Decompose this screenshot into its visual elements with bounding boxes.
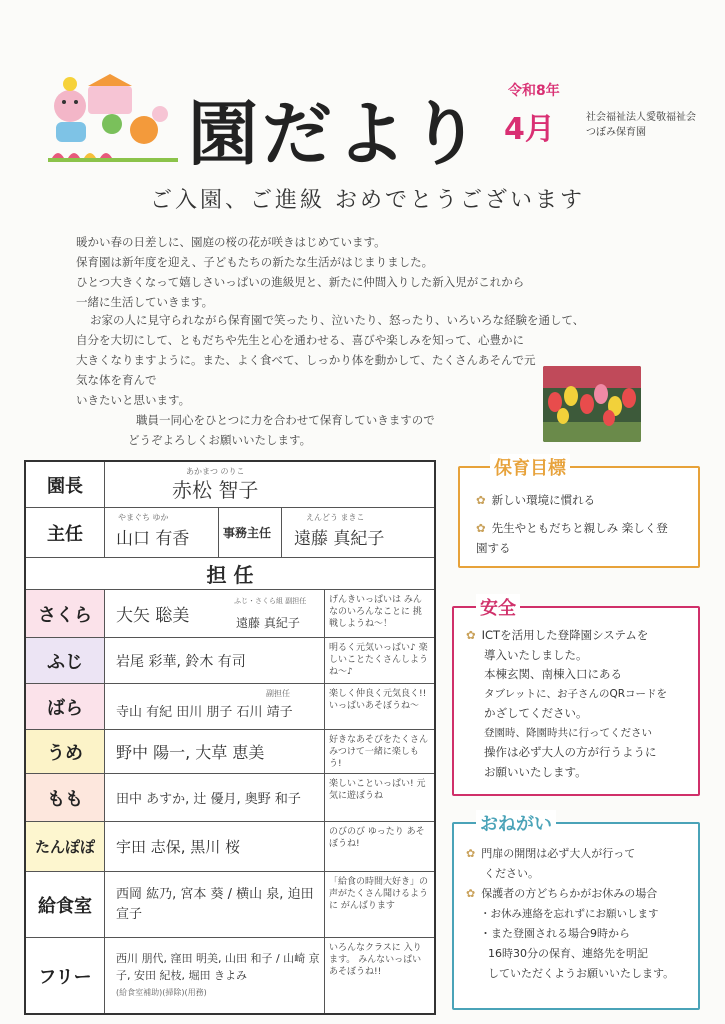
class-note: 「給食の時間大好き」の声がたくさん聞けるように がんばります <box>324 872 434 937</box>
class-row-fuji <box>26 638 434 684</box>
homeroom-heading: 担 任 <box>26 558 434 590</box>
free-teachers: 西川 朋代, 窪田 明美, 山田 和子 / 山崎 京子, 安田 紀枝, 堀田 きよみ <box>116 952 320 982</box>
request-line: ください。 <box>484 867 539 880</box>
goal-item <box>476 490 595 510</box>
office-ruby: えんどう まきこ <box>306 513 365 522</box>
request-line: ・また登園される場合9時から <box>480 927 630 940</box>
requests-text <box>466 844 698 984</box>
class-label: もも <box>26 774 105 821</box>
greeting-line: 暖かい春の日差しに、園庭の桜の花が咲きはじめています。 <box>76 235 386 249</box>
class-note: いろんなクラスに 入ります。 みんないっぱい あそぼうね!! <box>324 938 434 1013</box>
goal-text: 先生やともだちと親しみ 楽しく登園する <box>476 521 668 555</box>
class-label: 給食室 <box>26 872 105 937</box>
goals-box <box>458 458 700 568</box>
class-label: うめ <box>26 730 105 773</box>
flower-icon: ✿ <box>466 887 476 900</box>
class-teachers: 岩尾 彩華, 鈴木 有司 <box>116 653 246 670</box>
class-sub-role: 副担任 <box>266 689 290 698</box>
request-line-text: 門扉の開閉は必ず大人が行って <box>481 847 636 860</box>
class-note: 明るく元気いっぱい♪ 楽しいことたくさんしようね〜♪ <box>324 638 434 683</box>
class-row-tanpopo <box>26 822 434 872</box>
request-line: ・お休み連絡を忘れずにお願いします <box>480 908 659 920</box>
flower-icon: ✿ <box>466 847 476 860</box>
kids-illustration-icon <box>48 72 178 164</box>
safety-line: 登園時、降園時共に行ってください <box>484 726 652 739</box>
class-teachers: 野中 陽一, 大草 恵美 <box>116 743 265 762</box>
greeting-line: 職員一同心をひとつに力を合わせて保育していきますので <box>136 413 435 427</box>
requests-heading: おねがい <box>476 810 556 836</box>
safety-text <box>466 626 696 782</box>
org-name: 社会福祉法人愛敬福祉会 <box>586 112 696 123</box>
class-teachers: 大矢 聡美 <box>116 606 190 626</box>
tulip-photo-icon <box>543 366 641 442</box>
class-row-sakura <box>26 590 434 638</box>
class-row-bara <box>26 684 434 730</box>
class-row-kitchen <box>26 872 434 938</box>
safety-line: 導入いたしました。 <box>484 647 588 662</box>
issue-month: 4月 <box>504 112 555 147</box>
page-title: 園だより <box>188 92 484 175</box>
chief-ruby: やまぐち ゆか <box>118 513 169 522</box>
class-row-free <box>26 938 434 1013</box>
requests-box <box>452 814 700 1010</box>
class-label: ばら <box>26 684 105 729</box>
goals-heading: 保育目標 <box>490 454 570 480</box>
greeting-line: 保育園は新年度を迎え、子どもたちの新たな生活がはじまりました。 <box>76 255 434 269</box>
class-sub-role: (給食室補助)(掃除)(用務) <box>116 988 207 997</box>
safety-line: 操作は必ず大人の方が行うように <box>484 745 657 759</box>
safety-heading: 安全 <box>476 594 520 620</box>
greeting-line: 一緒に生活していきます。 <box>76 295 214 309</box>
class-note: 楽しいこといっぱい! 元気に遊ぼうね <box>324 774 434 821</box>
office-label: 事務主任 <box>218 508 282 557</box>
greeting-line: どうぞよろしくお願いいたします。 <box>128 433 312 447</box>
request-line <box>466 844 698 864</box>
class-row-ume <box>26 730 434 774</box>
request-line-text: 保護者の方どちらかがお休みの場合 <box>481 887 658 900</box>
flower-icon: ✿ <box>476 521 486 535</box>
class-teachers <box>110 938 320 1013</box>
office-name: 遠藤 真紀子 <box>294 529 385 549</box>
class-label: ふじ <box>26 638 105 683</box>
flower-icon: ✿ <box>466 628 476 642</box>
issue-era: 令和8年 <box>508 83 560 99</box>
safety-line <box>466 626 696 646</box>
safety-line: かざしてください。 <box>484 706 588 720</box>
class-note: 好きなあそびをたくさん みつけて一緒に楽しもう! <box>324 730 434 773</box>
request-line <box>466 884 698 904</box>
class-note: げんきいっぱいは みんなのいろんなことに 挑戦しようね〜！ <box>324 590 434 637</box>
greeting-line: 大きくなりますように。また、よく食べて、しっかり体を動かして、たくさんあそんで元気な体を育んで <box>76 353 536 387</box>
staff-table <box>24 460 436 1015</box>
school-name: つぼみ保育園 <box>586 127 646 138</box>
safety-box <box>452 598 700 796</box>
request-line: していただくようお願いいたします。 <box>488 967 675 980</box>
principal-name: 赤松 智子 <box>172 478 259 502</box>
chief-label: 主任 <box>26 508 105 557</box>
class-label: さくら <box>26 590 105 637</box>
class-subteacher: 遠藤 真紀子 <box>236 616 300 630</box>
class-teachers: 田中 あすか, 辻 優月, 奥野 和子 <box>116 792 301 807</box>
class-label: フリー <box>26 938 105 1013</box>
chief-name: 山口 有香 <box>116 529 190 549</box>
class-row-momo <box>26 774 434 822</box>
table-row <box>26 508 434 558</box>
safety-line: タブレットに、お子さんのQRコードを <box>484 687 668 700</box>
greeting-line: 自分を大切にして、ともだちや先生と心を通わせる、喜びや楽しみを知って、心豊かに <box>76 333 525 347</box>
greeting-headline: ご入園、ご進級 おめでとうございます <box>150 188 585 213</box>
greeting-line: お家の人に見守られながら保育園で笑ったり、泣いたり、怒ったり、いろいろな経験を通して、 <box>90 313 585 327</box>
goal-item <box>476 518 676 558</box>
organization <box>586 110 696 140</box>
greeting-paragraph-1 <box>76 232 646 312</box>
class-label: たんぽぽ <box>26 822 105 871</box>
principal-label: 園長 <box>26 462 105 507</box>
class-note: 楽しく仲良く元気良く!! いっぱいあそぼうね〜 <box>324 684 434 729</box>
principal-ruby: あかまつ のりこ <box>186 467 245 476</box>
safety-line: 本棟玄関、南棟入口にある <box>484 667 622 681</box>
greeting-line: いきたいと思います。 <box>76 393 191 407</box>
class-teachers: 宇田 志保, 黒川 桜 <box>116 838 241 856</box>
safety-line: お願いいたします。 <box>484 764 587 779</box>
table-row <box>26 462 434 508</box>
class-teachers: 西岡 紘乃, 宮本 葵 / 横山 泉, 迫田 宣子 <box>116 886 314 922</box>
greeting-line: ひとつ大きくなって嬉しさいっぱいの進級児と、新たに仲間入りした新入児がこれから <box>76 275 525 289</box>
goal-text: 新しい環境に慣れる <box>491 493 596 507</box>
class-sub-role: ふじ・さくら組 副担任 <box>234 597 307 605</box>
class-teachers: 寺山 有紀 田川 朋子 石川 靖子 <box>116 705 293 720</box>
request-line: 16時30分の保育、連絡先を明記 <box>488 947 648 960</box>
safety-line-text: ICTを活用した登降園システムを <box>481 628 649 642</box>
class-note: のびのび ゆったり あそぼうね! <box>324 822 434 871</box>
flower-icon: ✿ <box>476 493 486 507</box>
